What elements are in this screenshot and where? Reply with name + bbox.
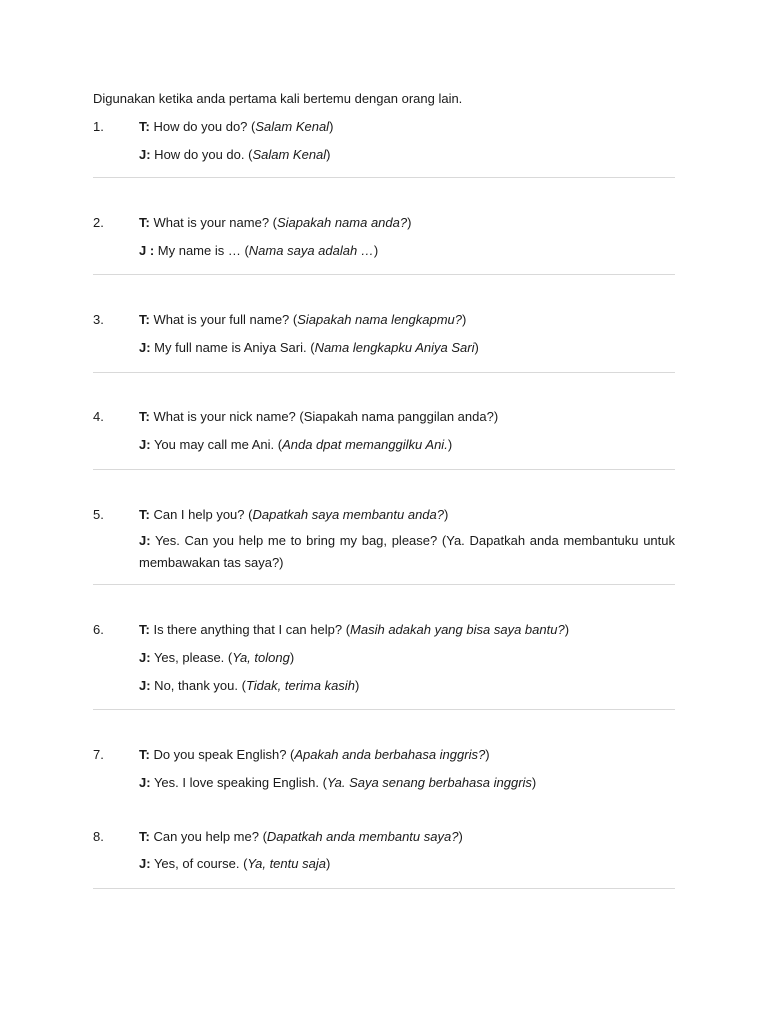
item-number: 2. <box>93 215 104 230</box>
translation-text: Nama lengkapku Aniya Sari <box>314 340 475 355</box>
item-number: 7. <box>93 747 104 762</box>
dialog-line <box>139 649 675 667</box>
translation-text: Dapatkah anda membantu saya? <box>266 829 459 844</box>
translation-text: Ya, tolong <box>232 650 290 665</box>
item-number: 4. <box>93 409 104 424</box>
speaker-label: J: <box>139 147 151 162</box>
line-end: ) <box>326 147 331 162</box>
line-text: Yes. I love speaking English. ( <box>150 775 327 790</box>
speaker-label: J: <box>139 650 151 665</box>
speaker-label: T: <box>139 622 150 637</box>
line-end: ) <box>447 437 453 452</box>
dialog-line <box>139 530 675 574</box>
divider <box>93 469 675 470</box>
dialog-line <box>139 214 675 232</box>
line-end: ) <box>474 340 479 355</box>
speaker-label: T: <box>139 312 150 327</box>
divider <box>93 584 675 585</box>
speaker-label: T: <box>139 409 150 424</box>
speaker-label: J: <box>139 340 151 355</box>
translation-text: Apakah anda berbahasa inggris? <box>294 747 486 762</box>
line-text: What is your name? ( <box>149 215 277 230</box>
line-end: ) <box>373 243 379 258</box>
translation-text: Tidak, terima kasih <box>245 678 355 693</box>
divider <box>93 709 675 710</box>
dialog-line <box>139 408 675 426</box>
item-number: 1. <box>93 119 104 134</box>
speaker-label: T: <box>139 215 150 230</box>
line-text: You may call me Ani. ( <box>150 437 283 452</box>
translation-text: Siapakah nama anda? <box>277 215 408 230</box>
dialog-line <box>139 339 675 357</box>
line-text: Yes, please. ( <box>150 650 233 665</box>
dialog-line <box>139 828 675 846</box>
line-text: Yes, of course. ( <box>150 856 248 871</box>
dialog-line <box>139 311 675 329</box>
line-text: My full name is Aniya Sari. ( <box>150 340 315 355</box>
line-end: ) <box>564 622 570 637</box>
speaker-label: J : <box>139 243 155 258</box>
speaker-label: T: <box>139 747 150 762</box>
line-text: No, thank you. ( <box>150 678 246 693</box>
dialog-line <box>139 621 675 639</box>
translation-text: Salam Kenal <box>255 119 330 134</box>
divider <box>93 274 675 275</box>
translation-text: Salam Kenal <box>252 147 327 162</box>
translation-text: Ya, tentu saja <box>247 856 326 871</box>
speaker-label: J: <box>139 856 151 871</box>
intro-text: Digunakan ketika anda pertama kali bertemu dengan orang lain. <box>93 91 463 106</box>
line-end: ) <box>443 507 449 522</box>
line-end: ) <box>354 678 360 693</box>
dialog-line <box>139 146 675 164</box>
speaker-label: T: <box>139 119 150 134</box>
dialog-line <box>139 506 675 524</box>
line-text: Can you help me? ( <box>149 829 267 844</box>
dialog-line <box>139 677 675 695</box>
line-text: What is your full name? ( <box>149 312 298 327</box>
speaker-label: T: <box>139 829 150 844</box>
line-text: My name is … ( <box>154 243 249 258</box>
dialog-line <box>139 774 675 792</box>
translation-text: Ya. Saya senang berbahasa inggris <box>326 775 532 790</box>
line-text: How do you do. ( <box>150 147 253 162</box>
translation-text: Masih adakah yang bisa saya bantu? <box>350 622 565 637</box>
dialog-line <box>139 855 675 873</box>
item-number: 5. <box>93 507 104 522</box>
line-end: ) <box>485 747 490 762</box>
line-end: ) <box>458 829 463 844</box>
line-end: ) <box>407 215 412 230</box>
divider <box>93 177 675 178</box>
translation-text: Nama saya adalah … <box>248 243 374 258</box>
item-number: 3. <box>93 312 104 327</box>
line-text: What is your nick name? (Siapakah nama panggilan anda?) <box>149 409 499 424</box>
line-text: Do you speak English? ( <box>149 747 295 762</box>
divider <box>93 372 675 373</box>
speaker-label: J: <box>139 678 151 693</box>
dialog-line <box>139 436 675 454</box>
speaker-label: J: <box>139 775 151 790</box>
divider <box>93 888 675 889</box>
dialog-line <box>139 746 675 764</box>
line-end: ) <box>329 119 334 134</box>
line-end: ) <box>462 312 467 327</box>
dialog-line <box>139 242 675 260</box>
line-end: ) <box>289 650 295 665</box>
line-text: How do you do? ( <box>149 119 256 134</box>
line-text: Can I help you? ( <box>149 507 253 522</box>
line-end: ) <box>325 856 331 871</box>
speaker-label: J: <box>139 533 151 548</box>
translation-text: Dapatkah saya membantu anda? <box>252 507 444 522</box>
translation-text: Siapakah nama lengkapmu? <box>297 312 463 327</box>
dialog-line <box>139 118 675 136</box>
line-end: ) <box>531 775 537 790</box>
line-text: Yes. Can you help me to bring my bag, please? (Ya. Dapatkah anda membantuku untuk membawakan tas saya?) <box>139 533 675 570</box>
item-number: 8. <box>93 829 104 844</box>
speaker-label: J: <box>139 437 151 452</box>
line-text: Is there anything that I can help? ( <box>149 622 351 637</box>
translation-text: Anda dpat memanggilku Ani. <box>282 437 448 452</box>
speaker-label: T: <box>139 507 150 522</box>
item-number: 6. <box>93 622 104 637</box>
